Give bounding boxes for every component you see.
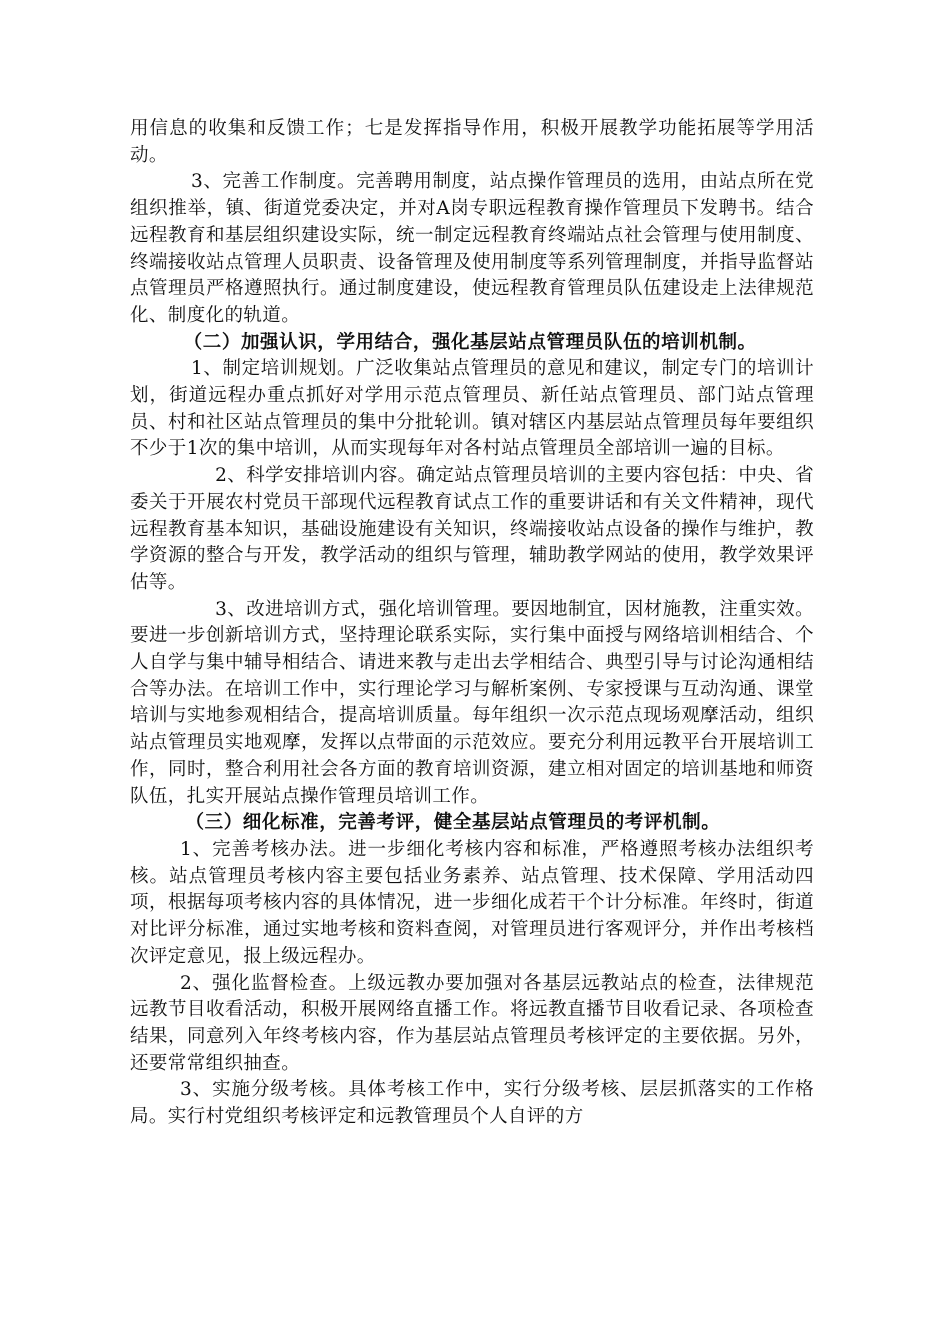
paragraph-training-method: 3、改进培训方式，强化培训管理。要因地制宜，因材施教，注重实效。要进一步创新培训方式，坚持理论联系实际，实行集中面授与网络培训相结合、个人自学与集中辅导相结合、请进来教与走出去学相结合、典型引导与讨论沟通相结合等办法。在培训工作中，实行理论学习与解析案例、专家授课与互动沟通、课堂培训与实地参观相结合，提高培训质量。每年组织一次示范点现场观摩活动，组织站点管理员实地观摩，发挥以点带面的示范效应。要充分利用远教平台开展培训工作，同时，整合利用社会各方面的教育培训资源，建立相对固定的培训基地和师资队伍，扎实开展站点操作管理员培训工作。 <box>130 598 814 807</box>
paragraph-intro-continuation: 用信息的收集和反馈工作；七是发挥指导作用，积极开展教学功能拓展等学用活动。 <box>130 118 814 166</box>
paragraph-supervision: 2、强化监督检查。上级远教办要加强对各基层远教站点的检查，法律规范远教节目收看活动，积极开展网络直播工作。将远教直播节目收看记录、各项检查结果，同意列入年终考核内容，作为基层站点管理员考核评定的主要依据。另外，还要常常组织抽查。 <box>130 972 814 1074</box>
paragraph-assessment-method: 1、完善考核办法。进一步细化考核内容和标准，严格遵照考核办法组织考核。站点管理员考核内容主要包括业务素养、站点管理、技术保障、学用活动四项，根据每项考核内容的具体情况，进一步细化成若干个计分标准。年终时，街道对比评分标准，通过实地考核和资料查阅，对管理员进行客观评分，并作出考核档次评定意见，报上级远程办。 <box>130 838 814 967</box>
paragraph-graded-assessment: 3、实施分级考核。具体考核工作中，实行分级考核、层层抓落实的工作格局。实行村党组织考核评定和远教管理员个人自评的方 <box>130 1079 814 1128</box>
paragraph-training-content: 2、科学安排培训内容。确定站点管理员培训的主要内容包括：中央、省委关于开展农村党员干部现代远程教育试点工作的重要讲话和有关文件精神，现代远程教育基本知识，基础设施建设有关知识，终端接收站点设备的操作与维护，教学资源的整合与开发，教学活动的组织与管理，辅助教学网站的使用，教学效果评估等。 <box>130 465 814 593</box>
paragraph-work-system: 3、完善工作制度。完善聘用制度，站点操作管理员的选用，由站点所在党组织推举，镇、街道党委决定，并对A岗专职远程教育操作管理员下发聘书。结合远程教育和基层组织建设实际，统一制定远程教育终端站点社会管理与使用制度、终端接收站点管理人员职责、设备管理及使用制度等系列管理制度，并指导监督站点管理员严格遵照执行。通过制度建设，使远程教育管理员队伍建设走上法律规范化、制度化的轨道。 <box>130 171 814 326</box>
section-heading-training: （二）加强认识，学用结合，强化基层站点管理员队伍的培训机制。 <box>183 331 757 353</box>
document-body <box>130 116 814 1131</box>
paragraph-training-plan: 1、制定培训规划。广泛收集站点管理员的意见和建议，制定专门的培训计划，街道远程办重点抓好对学用示范点管理员、新任站点管理员、部门站点管理员、村和社区站点管理员的集中分批轮训。镇对辖区内基层站点管理员每年要组织不少于1次的集中培训，从而实现每年对各村站点管理员全部培训一遍的目标。 <box>130 358 814 460</box>
section-heading-evaluation: （三）细化标准，完善考评，健全基层站点管理员的考评机制。 <box>185 812 721 834</box>
